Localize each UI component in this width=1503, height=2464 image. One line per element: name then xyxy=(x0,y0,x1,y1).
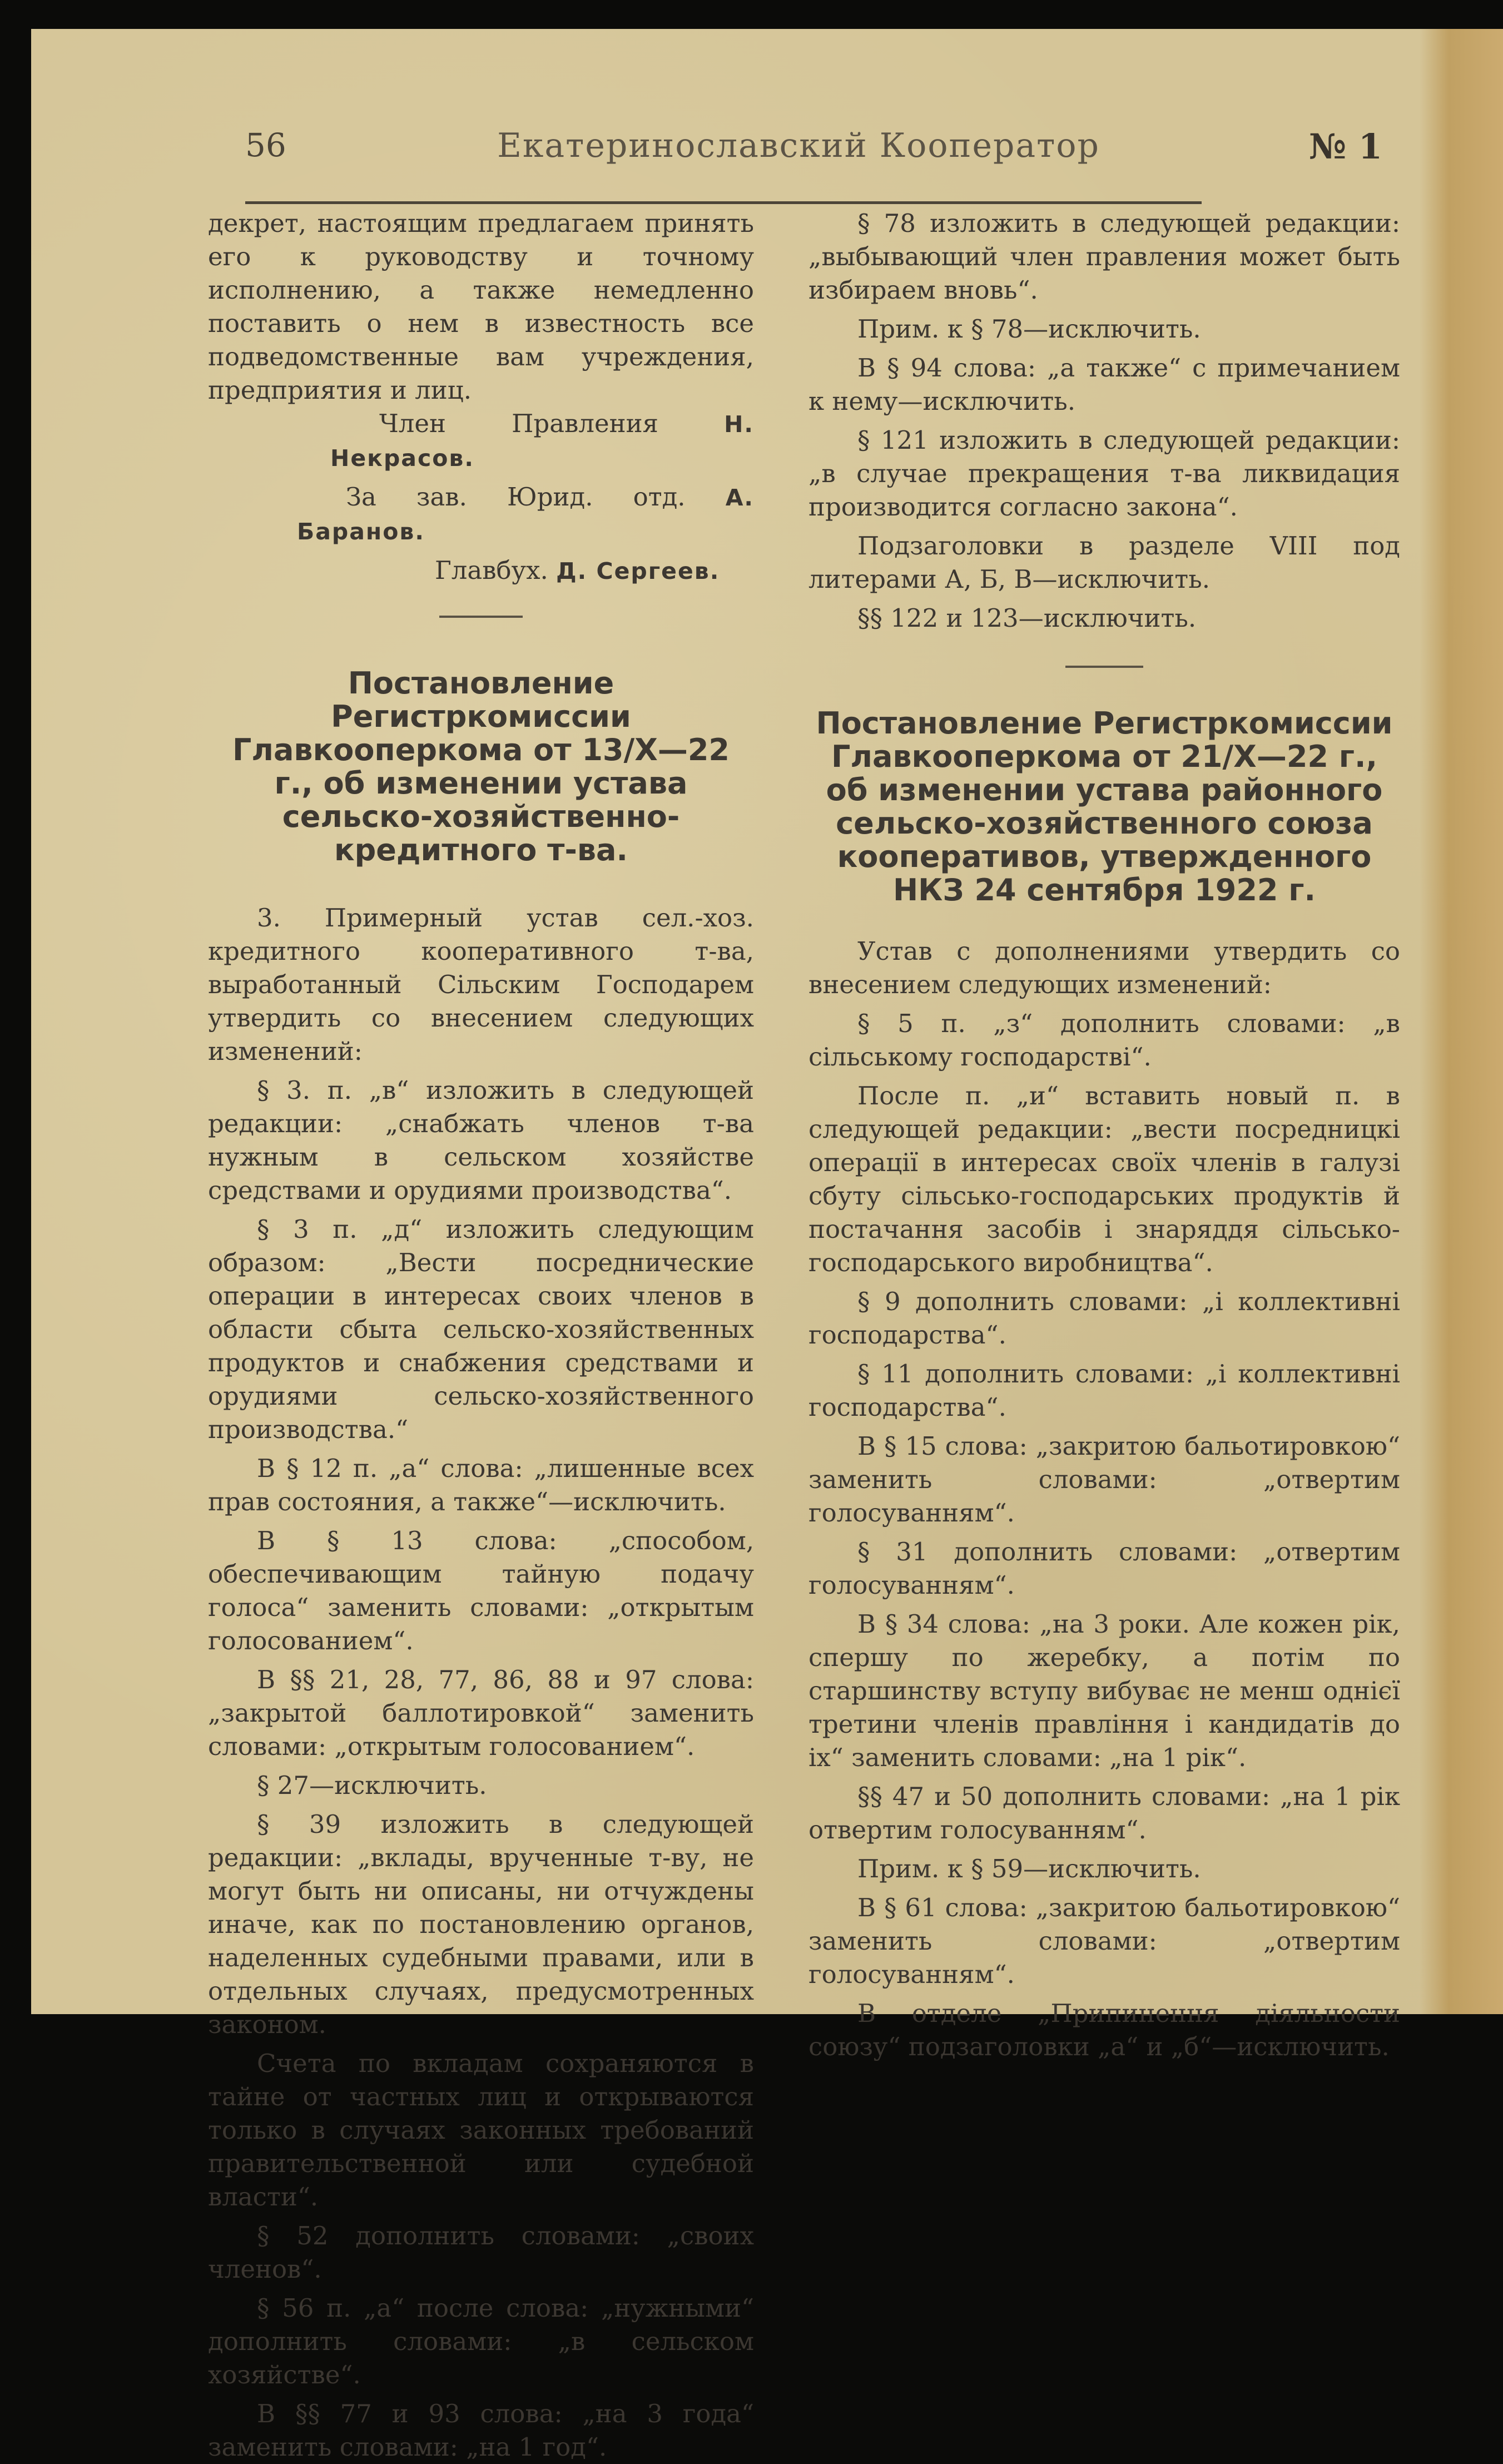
signature-role: Главбух. xyxy=(435,556,548,585)
signature-role: Член Правления xyxy=(379,409,658,438)
signature-name: Н. Некрасов. xyxy=(330,411,754,472)
header-rule xyxy=(245,201,1202,204)
article-paragraph: После п. „и“ вставить новый п. в следующей редакции: „вести посредницкі операції в интересах своїх членів в галузі сбуту сільсько-господарських продуктів й постачання засобів і знаряддя сільсько-господарського виробництва“. xyxy=(808,1081,1400,1277)
page-fold-shadow xyxy=(1420,29,1503,2014)
page-header xyxy=(215,96,1382,167)
signature-line xyxy=(208,480,754,548)
article-paragraph: Подзаголовки в разделе VIII под литерами А, Б, В—исключить. xyxy=(808,531,1400,594)
article-paragraph: В § 12 п. „а“ слова: „лишенные всех прав состояния, а также“—исключить. xyxy=(208,1454,754,1516)
article-paragraph: § 56 п. „а“ после слова: „нужными“ дополнить словами: „в сельском хозяйстве“. xyxy=(208,2293,754,2389)
article-paragraph: Счета по вкладам сохраняются в тайне от частных лиц и открываются только в случаях законных требований правительственной или судебной власти“. xyxy=(208,2049,754,2212)
right-column xyxy=(808,207,1400,2064)
article-paragraph: § 11 дополнить словами: „і коллективні господарства“. xyxy=(808,1359,1400,1422)
section-divider xyxy=(439,616,523,618)
left-column xyxy=(208,207,754,2464)
magazine-page xyxy=(31,29,1503,2462)
signature-name: Д. Сергеев. xyxy=(556,558,720,584)
article-heading: Постановление Регистркомиссии Главкооперкома от 21/X—22 г., об изменении устава районного сельско-хозяйственного союза кооперативов, утвержденного НКЗ 24 сентября 1922 г. xyxy=(816,706,1393,908)
article-paragraph: § 31 дополнить словами: „отвертим голосуванням“. xyxy=(808,1537,1400,1600)
article-paragraph: Прим. к § 59—исключить. xyxy=(857,1854,1201,1883)
article-paragraph: § 3 п. „д“ изложить следующим образом: „Вести посреднические операции в интересах своих членов в области сбыта сельско-хозяйственных продуктов и снабжения средствами и орудиями сельско-хозяйственного производства.“ xyxy=(208,1214,754,1444)
article-paragraph: В § 61 слова: „закритою бальотировкою“ заменить словами: „отвертим голосуванням“. xyxy=(808,1893,1400,1989)
article-paragraph: В § 94 слова: „а также“ с примечанием к нему—исключить. xyxy=(808,353,1400,416)
signature-line xyxy=(208,554,754,588)
article-heading: Постановление Регистркомиссии Главкооперкома от 13/X—22 г., об изменении устава сельско-хозяйственно-кредитного т-ва. xyxy=(232,666,730,867)
article-paragraph: В § 15 слова: „закритою бальотировкою“ заменить словами: „отвертим голосуванням“. xyxy=(808,1431,1400,1528)
article-paragraph: В отделе „Припинення діяльности союзу“ подзаголовки „а“ и „б“—исключить. xyxy=(808,1999,1400,2061)
article-paragraph: Прим. к § 78—исключить. xyxy=(857,314,1201,344)
signature-name: А. Баранов. xyxy=(297,484,754,545)
decree-intro-text: декрет, настоящим предлагаем принять его к руководству и точному исполнению, а также немедленно поставить о нем в известность все подведомственные вам учреждения, предприятия и лиц. xyxy=(208,209,754,405)
article-paragraph: В §§ 21, 28, 77, 86, 88 и 97 слова: „закрытой баллотировкой“ заменить словами: „открытым голосованием“. xyxy=(208,1665,754,1761)
article-paragraph: § 3. п. „в“ изложить в следующей редакции: „снабжать членов т-ва нужным в сельском хозяйстве средствами и орудиями производства“. xyxy=(208,1075,754,1205)
section-divider xyxy=(1065,666,1143,668)
article-paragraph: § 9 дополнить словами: „і коллективні господарства“. xyxy=(808,1287,1400,1350)
article-paragraph: § 27—исключить. xyxy=(257,1771,487,1800)
article-paragraph: § 121 изложить в следующей редакции: „в случае прекращения т-ва ликвидация производится согласно закона“. xyxy=(808,425,1400,522)
running-title: Екатеринославский Кооператор xyxy=(497,126,1100,165)
article-paragraph: В §§ 77 и 93 слова: „на 3 года“ заменить словами: „на 1 год“. xyxy=(208,2399,754,2462)
article-paragraph: §§ 122 и 123—исключить. xyxy=(857,603,1197,633)
signature-role: За зав. Юрид. отд. xyxy=(346,482,686,512)
article-paragraph: § 78 изложить в следующей редакции: „выбывающий член правления может быть избираем вновь“. xyxy=(808,209,1400,305)
page-number: 56 xyxy=(245,126,286,164)
article-paragraph: § 39 изложить в следующей редакции: „вклады, врученные т-ву, не могут быть ни описаны, ни отчуждены иначе, как по постановлению органов, наделенных судебными правами, или в отдельных случаях, предусмотренных законом. xyxy=(208,1809,754,2039)
issue-number: № 1 xyxy=(1308,126,1382,167)
article-paragraph: В § 34 слова: „на 3 роки. Але кожен рік, спершу по жеребку, а потім по старшинству вступу вибуває не менш однієї третини членів правління і кандидатів до іх“ заменить словами: „на 1 рік“. xyxy=(808,1609,1400,1772)
signatures xyxy=(208,407,754,588)
article-paragraph: В § 13 слова: „способом, обеспечивающим тайную подачу голоса“ заменить словами: „открытым голосованием“. xyxy=(208,1526,754,1655)
article-paragraph: Устав с дополнениями утвердить со внесением следующих изменений: xyxy=(808,936,1400,999)
article-paragraph: § 52 дополнить словами: „своих членов“. xyxy=(208,2221,754,2284)
article-paragraph: § 5 п. „з“ дополнить словами: „в сільському господарстві“. xyxy=(808,1009,1400,1072)
article-paragraph: §§ 47 и 50 дополнить словами: „на 1 рік отвертим голосуванням“. xyxy=(808,1782,1400,1845)
article-paragraph: 3. Примерный устав сел.-хоз. кредитного кооперативного т-ва, выработанный Сільским Господарем утвердить со внесением следующих изменений: xyxy=(208,903,754,1066)
signature-line xyxy=(208,407,754,475)
